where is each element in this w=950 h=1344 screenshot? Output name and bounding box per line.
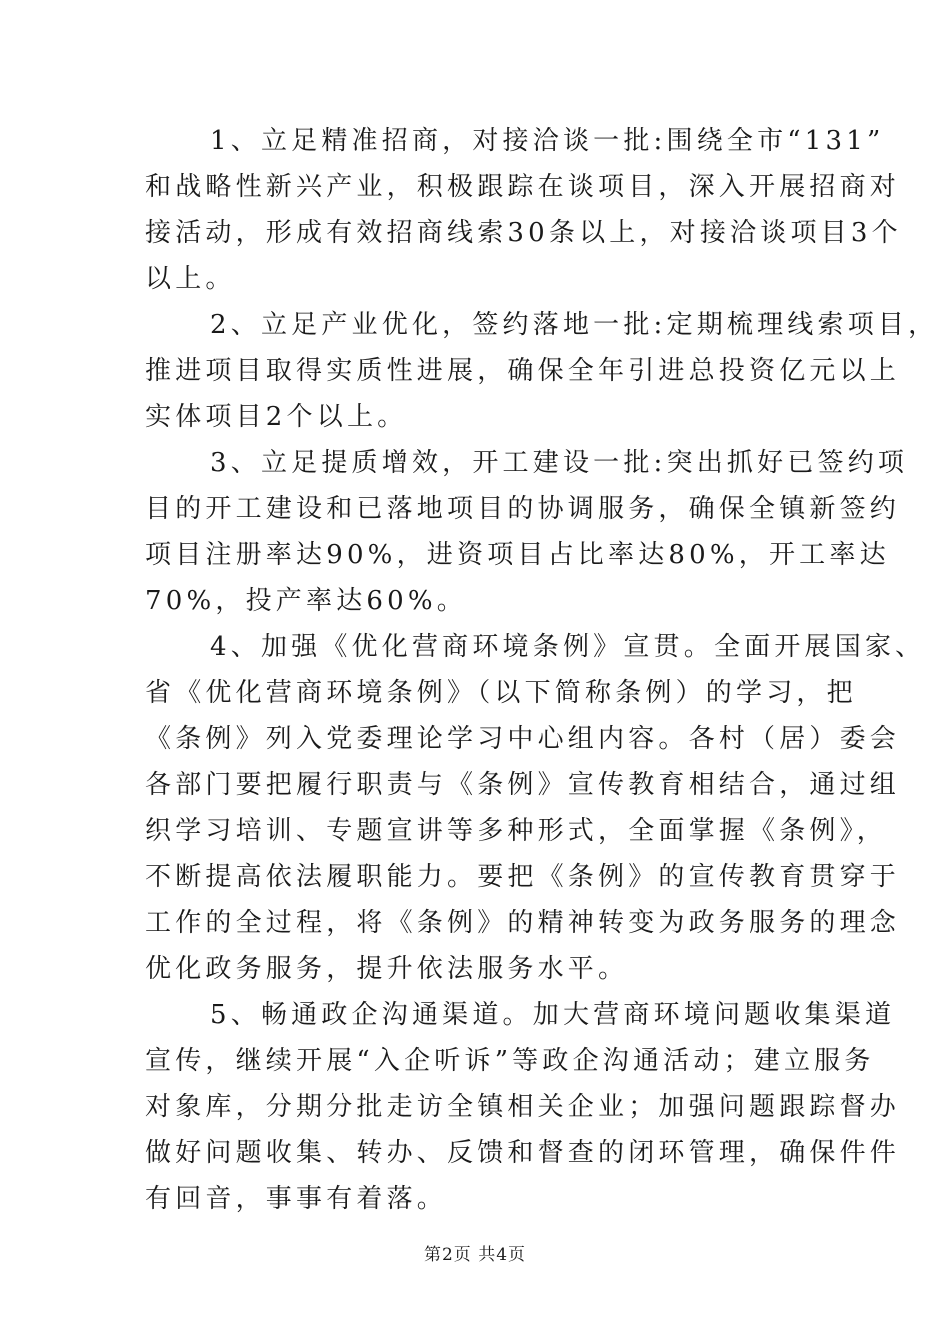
paragraph-1-line-4: 以上。 (145, 264, 236, 294)
paragraph-5-line-4: 做好问题收集、转办、反馈和督查的闭环管理，确保件件 (145, 1138, 901, 1168)
paragraph-5-line-1: 5、畅通政企沟通渠道。加大营商环境问题收集渠道 (210, 1000, 896, 1030)
paragraph-2-line-3: 实体项目2个以上。 (145, 402, 408, 432)
paragraph-3-line-1: 3、立足提质增效，开工建设一批:突出抓好已签约项 (210, 448, 909, 478)
paragraph-4-line-5: 织学习培训、专题宣讲等多种形式，全面掌握《条例》， (145, 816, 888, 846)
paragraph-2-line-2: 推进项目取得实质性进展，确保全年引进总投资亿元以上 (145, 356, 901, 386)
paragraph-3-line-3: 项目注册率达90%，进资项目占比率达80%，开工率达 (145, 540, 890, 570)
paragraph-4-line-4: 各部门要把履行职责与《条例》宣传教育相结合，通过组 (145, 770, 901, 800)
paragraph-4-line-3: 《条例》列入党委理论学习中心组内容。各村（居）委会 (145, 724, 901, 754)
paragraph-4-line-1: 4、加强《优化营商环境条例》宣贯。全面开展国家、 (210, 632, 926, 662)
paragraph-1-line-2: 和战略性新兴产业，积极跟踪在谈项目，深入开展招商对 (145, 172, 901, 202)
paragraph-1-line-3: 接活动，形成有效招商线索30条以上，对接洽谈项目3个 (145, 218, 902, 248)
paragraph-5-line-2: 宣传，继续开展“入企听诉”等政企沟通活动；建立服务 (145, 1046, 875, 1076)
paragraph-3-line-2: 目的开工建设和已落地项目的协调服务，确保全镇新签约 (145, 494, 901, 524)
paragraph-4-line-2: 省《优化营商环境条例》（以下简称条例）的学习，把 (145, 678, 857, 708)
paragraph-5-line-3: 对象库，分期分批走访全镇相关企业；加强问题跟踪督办 (145, 1092, 901, 1122)
paragraph-4-line-7: 工作的全过程，将《条例》的精神转变为政务服务的理念 (145, 908, 901, 938)
paragraph-1-line-1: 1、立足精准招商，对接洽谈一批:围绕全市“131” (210, 126, 885, 156)
paragraph-4-line-6: 不断提高依法履职能力。要把《条例》的宣传教育贯穿于 (145, 862, 901, 892)
paragraph-3-line-4: 70%，投产率达60%。 (145, 586, 467, 616)
paragraph-4-line-8: 优化政务服务，提升依法服务水平。 (145, 954, 629, 984)
paragraph-5-line-5: 有回音，事事有着落。 (145, 1184, 448, 1214)
paragraph-2-line-1: 2、立足产业优化，签约落地一批:定期梳理线索项目， (210, 310, 939, 340)
page-number-footer: 第2页 共4页 (423, 1245, 527, 1265)
